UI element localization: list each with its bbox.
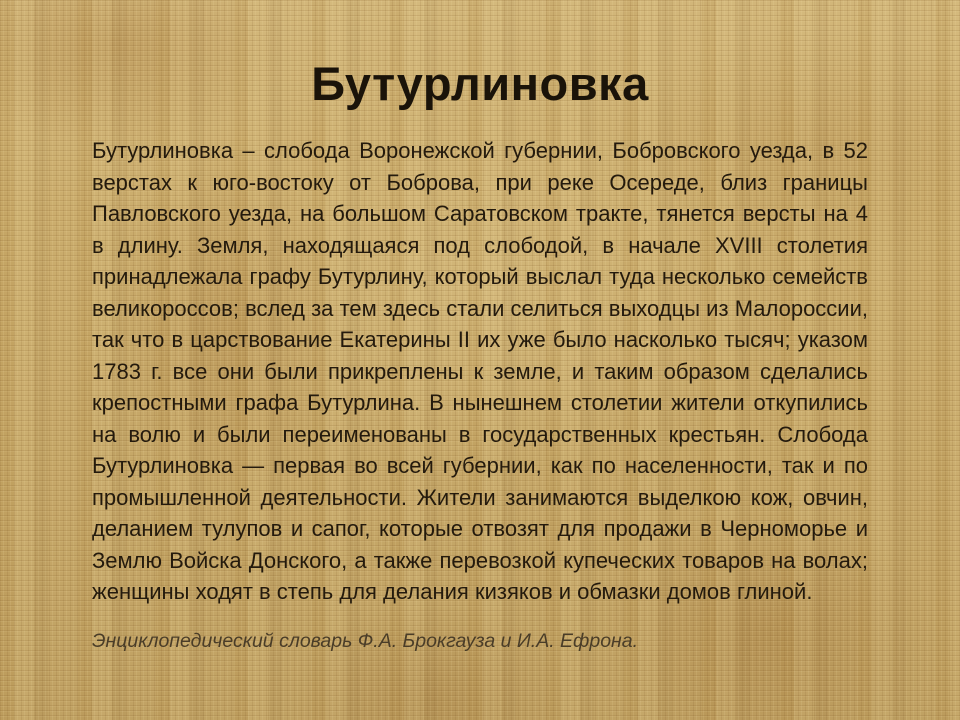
slide-title: Бутурлиновка [311, 57, 649, 110]
body-paragraph: Бутурлиновка – слобода Воронежской губернии, Бобровского уезда, в 52 верстах к юго-востоку от Боброва, при реке Осереде, близ границы Павловского уезда, на большом Саратовском тракте, тянется версты на 4 в длину. Земля, находящаяся под слободой, в начале XVIII столетия принадлежала графу Бутурлину, который выслал туда несколько семейств великороссов; вслед за тем здесь стали селиться выходцы из Малороссии, так что в царствование Екатерины II их уже было насколько тысяч; указом 1783 г. все они были прикреплены к земле, и таким образом сделались крепостными графа Бутурлина. В нынешнем столетии жители откупились на волю и были переименованы в государственных крестьян. Слобода Бутурлиновка — первая во всей губернии, как по населенности, так и по промышленной деятельности. Жители занимаются выделкою кож, овчин, деланием тулупов и сапог, которые отвозят для продажи в Черноморье и Землю Войска Донского, а также перевозкой купеческих товаров на волах; женщины ходят в степь для делания кизяков и обмазки домов глиной. [92, 138, 868, 604]
attribution-line: Энциклопедический словарь Ф.А. Брокгауза и И.А. Ефрона. [92, 629, 639, 652]
slide-content [92, 0, 868, 653]
